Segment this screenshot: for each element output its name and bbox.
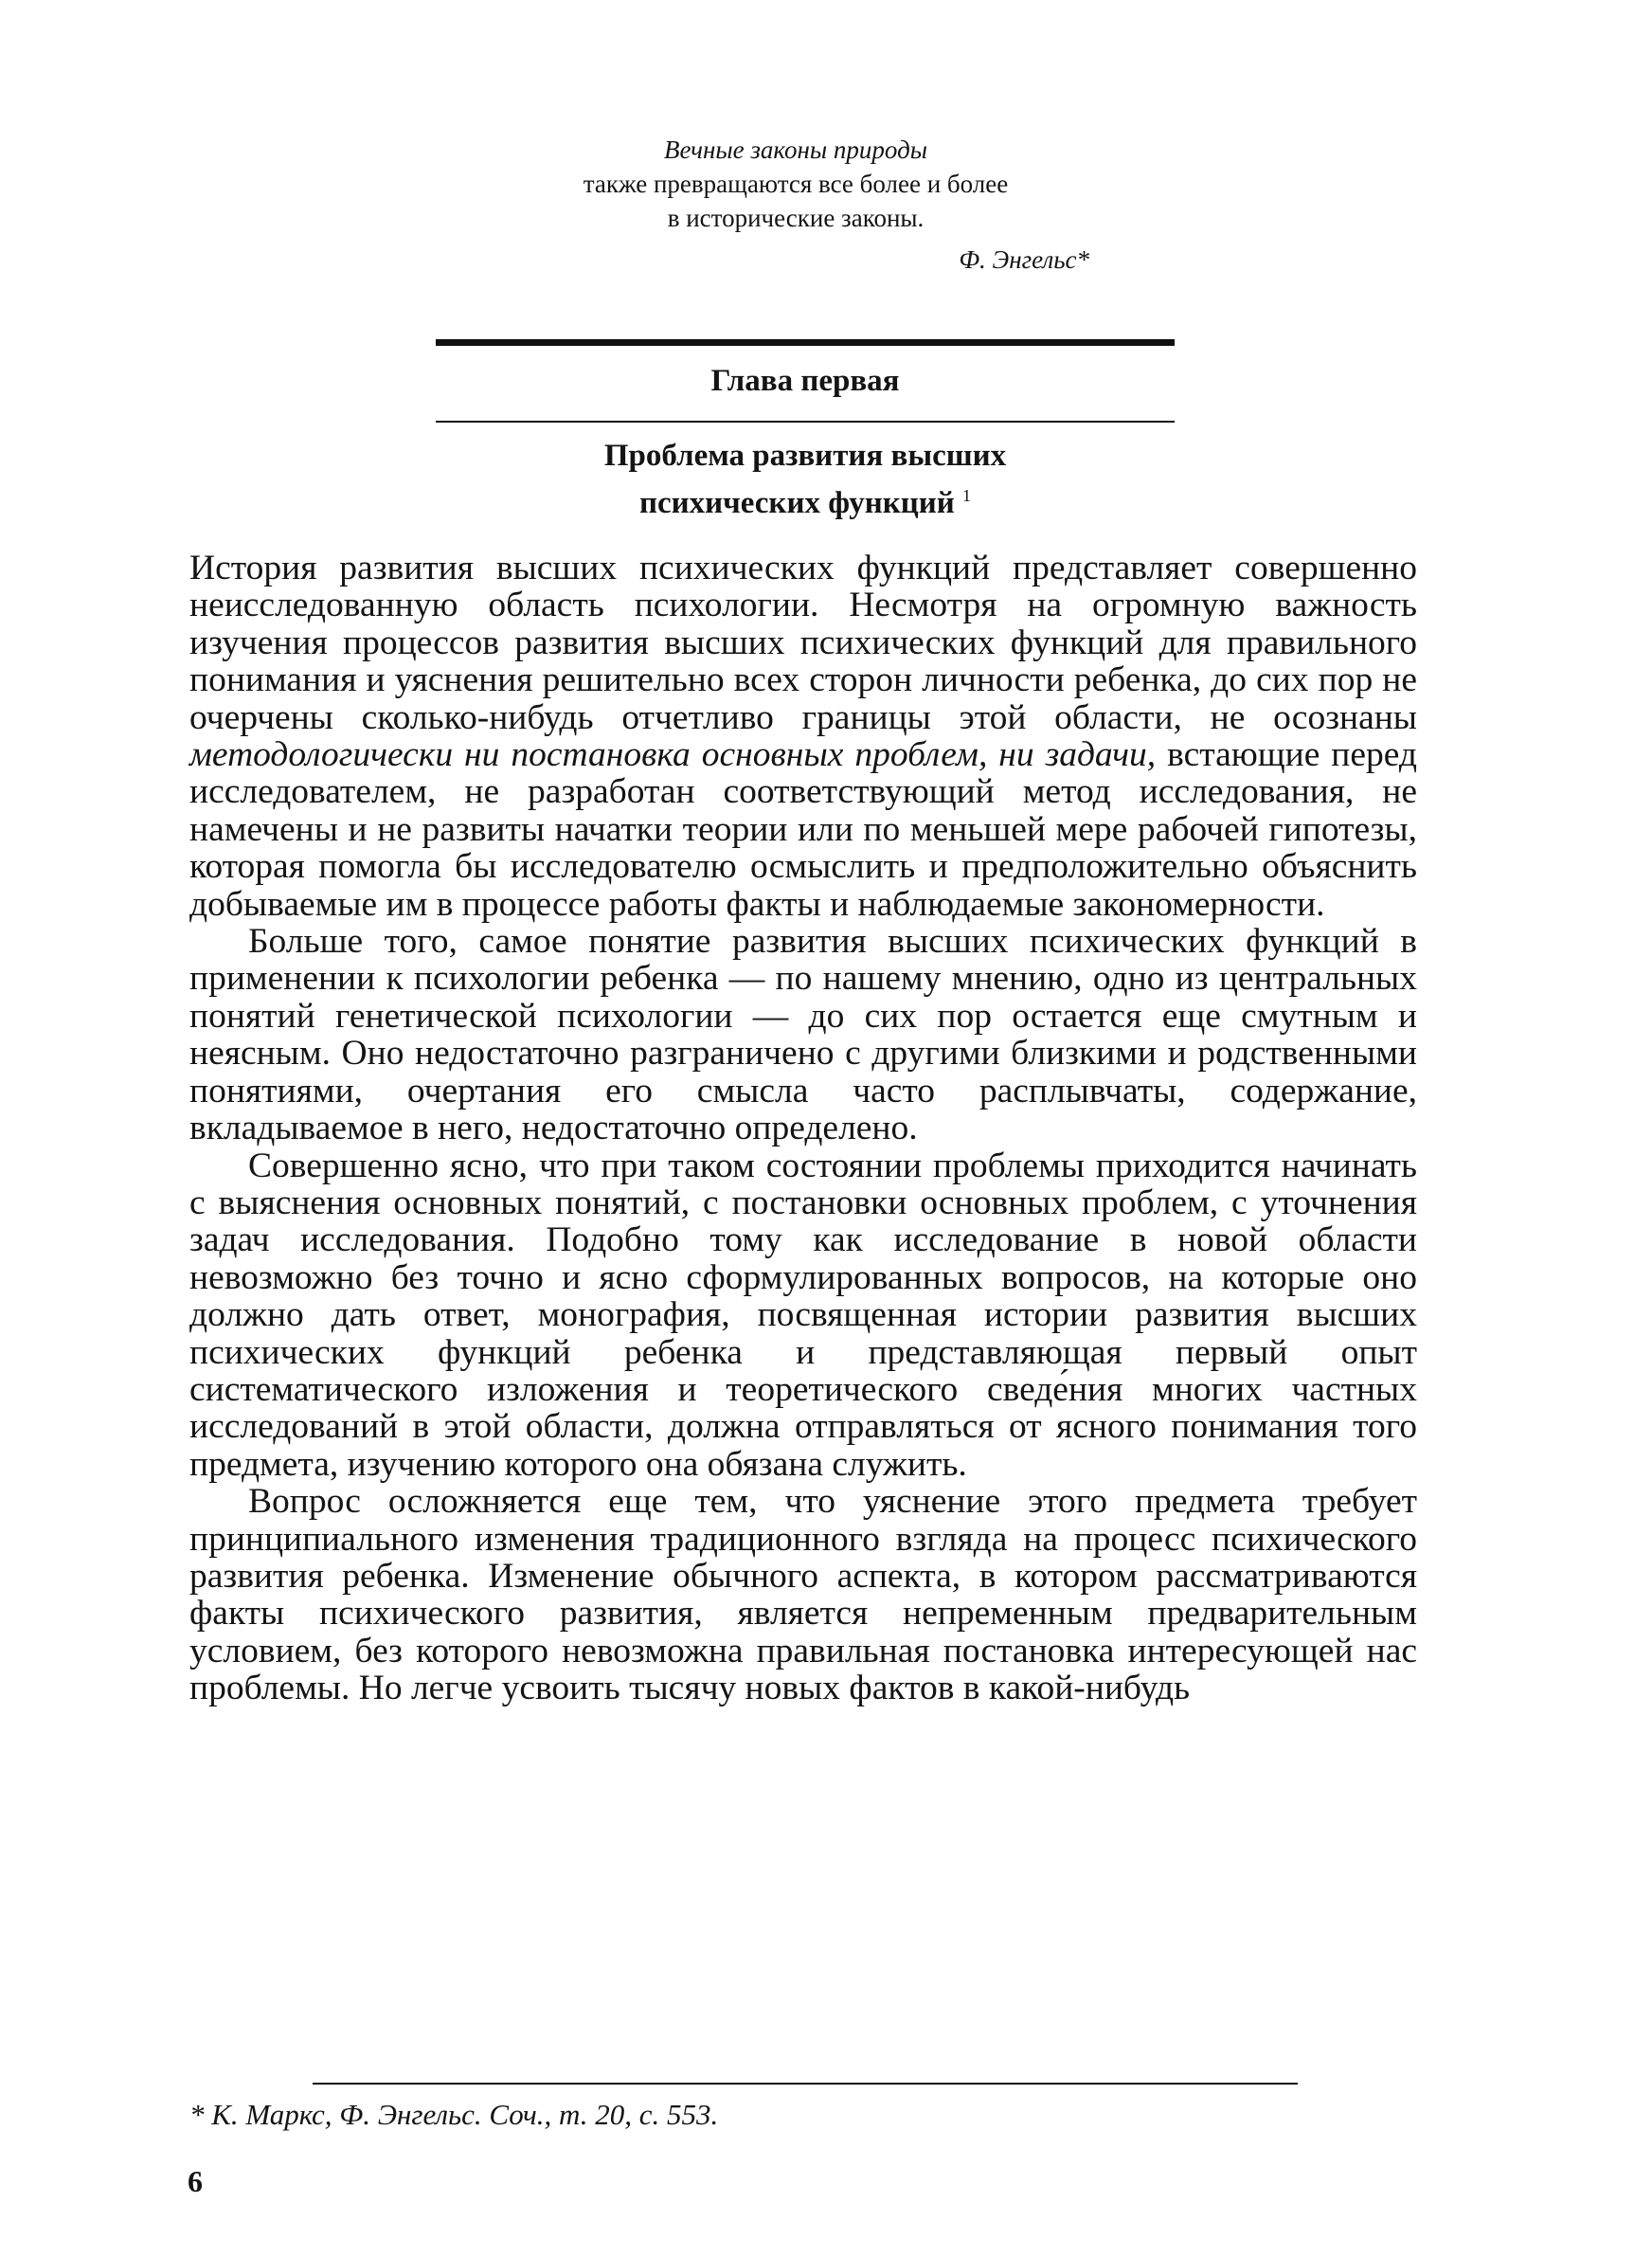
title-line-2: психических функций: [638, 486, 955, 520]
chapter-heading: Глава первая: [710, 364, 900, 398]
paragraph-2: Больше того, самое понятие развития высших психических функций в применении к психологии ребенка — по нашему мнению, одно из центральных понятий генетической психологии — до сих пор остается еще смутным и неясным. Оно недостаточно разграничено с другими близкими и родственными понятиями, очертания его смысла часто расплывчаты, содержание, вкладываемое в него, недостаточно определено.: [189, 922, 1417, 1148]
epigraph-author: Ф. Энгельс*: [959, 245, 1089, 274]
paragraph-1-italic: методологически ни постановка основных проблем, ни задачи,: [189, 735, 1157, 775]
paragraph-4: Вопрос осложняется еще тем, что уяснение этого предмета требует принципиального изменения традиционного взгляда на процесс психического развития ребенка. Изменение обычного аспекта, в котором рассматриваются факты психического развития, является непременным предварительным условием, без которого невозможна правильная постановка интересующей нас проблемы. Но легче усвоить тысячу новых фактов в какой-нибудь: [189, 1482, 1417, 1708]
epigraph-line-1: Вечные законы природы: [663, 135, 928, 164]
epigraph-line-3: в исторические законы.: [667, 204, 925, 232]
title-note-ref: 1: [962, 486, 972, 505]
paragraph-1-text-b: встающие перед исследователем, не разработан соответствующий метод исследования, не намечены и не развиты начатки теории или по меньшей мере рабочей гипотезы, которая помогла бы исследователю осмыслить и предположительно объяснить добываемые им в процессе работы факты и наблюдаемые закономерности.: [189, 735, 1417, 924]
footnote-divider: [313, 2083, 1298, 2085]
page-number: 6: [188, 2164, 203, 2198]
paragraph-1-text-a: История развития высших психических функций представляет совершенно неисследованную область психологии. Несмотря на огромную важность изучения процессов развития высших психических функций для правильного понимания и уяснения решительно всех сторон личности ребенка, до сих пор не очерчены сколько-нибудь отчетливо границы этой области, не осознаны: [189, 549, 1417, 737]
chapter-rule-top: [436, 339, 1175, 346]
paragraph-3: Совершенно ясно, что при таком состоянии проблемы приходится начинать с выяснения основных понятий, с постановки основных проблем, с уточнения задач исследования. Подобно тому как исследование в новой области невозможно без точно и ясно сформулированных вопросов, на которые оно должно дать ответ, монография, посвященная истории развития высших психических функций ребенка и представляющая первый опыт систематического изложения и теоретического сведе́ния многих частных исследований в этой области, должна отправляться от ясного понимания того предмета, изучению которого она обязана служить.: [189, 1146, 1417, 1484]
title-line-1: Проблема развития высших: [603, 439, 1007, 473]
chapter-title: [436, 436, 1175, 523]
chapter-rule-bottom: [436, 421, 1175, 423]
footnote: * К. Маркс, Ф. Энгельс. Соч., т. 20, с. 553.: [189, 2098, 719, 2131]
paragraph-1: [189, 550, 1417, 923]
body-text: [189, 550, 1417, 1707]
epigraph: [493, 133, 1099, 277]
epigraph-line-2: также превращаются все более и более: [583, 170, 1009, 198]
